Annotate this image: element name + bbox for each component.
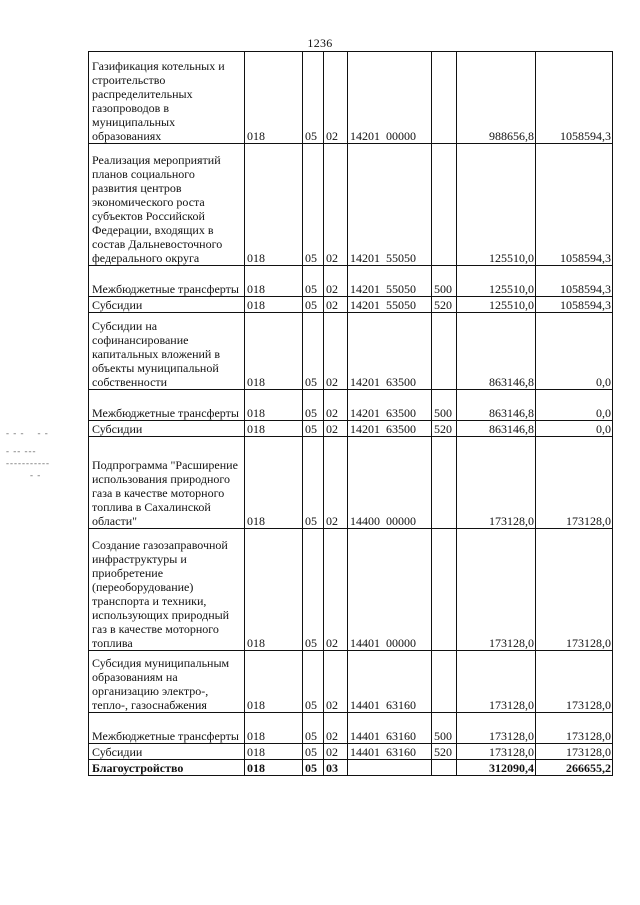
scan-noise: ----------- (6, 458, 50, 468)
cell-target: 14401 63160 (348, 744, 432, 760)
table-row (89, 421, 613, 437)
cell-sum2: 173128,0 (536, 651, 613, 713)
cell-section: 05 (303, 529, 324, 651)
table-row (89, 390, 613, 421)
cell-name: Субсидии (89, 744, 245, 760)
cell-sum2: 1058594,3 (536, 52, 613, 144)
cell-sum1: 988656,8 (457, 52, 536, 144)
cell-sum1: 125510,0 (457, 266, 536, 297)
cell-subsection: 02 (324, 297, 348, 313)
cell-expense-type: 520 (432, 297, 457, 313)
cell-expense-type (432, 144, 457, 266)
cell-expense-type (432, 313, 457, 390)
cell-subsection: 02 (324, 266, 348, 297)
cell-name: Подпрограмма "Расширение использования природного газа в качестве моторного топлива в Сахалинской области" (89, 437, 245, 529)
table-row (89, 297, 613, 313)
cell-ministry: 018 (245, 437, 303, 529)
cell-name: Субсидия муниципальным образованиям на организацию электро-, тепло-, газоснабжения (89, 651, 245, 713)
cell-section: 05 (303, 390, 324, 421)
cell-subsection: 03 (324, 760, 348, 776)
cell-sum2: 173128,0 (536, 529, 613, 651)
cell-subsection: 02 (324, 744, 348, 760)
cell-subsection: 02 (324, 651, 348, 713)
cell-expense-type: 500 (432, 390, 457, 421)
cell-sum2: 173128,0 (536, 713, 613, 744)
cell-ministry: 018 (245, 52, 303, 144)
cell-name: Межбюджетные трансферты (89, 266, 245, 297)
table-row (89, 713, 613, 744)
cell-sum1: 863146,8 (457, 390, 536, 421)
cell-sum1: 173128,0 (457, 713, 536, 744)
cell-target: 14400 00000 (348, 437, 432, 529)
cell-ministry: 018 (245, 266, 303, 297)
cell-ministry: 018 (245, 529, 303, 651)
cell-subsection: 02 (324, 390, 348, 421)
cell-expense-type (432, 651, 457, 713)
cell-section: 05 (303, 144, 324, 266)
cell-section: 05 (303, 651, 324, 713)
cell-sum2: 0,0 (536, 390, 613, 421)
cell-target: 14401 63160 (348, 713, 432, 744)
cell-sum2: 1058594,3 (536, 144, 613, 266)
cell-name: Создание газозаправочной инфраструктуры и приобретение (переоборудование) транспорта и техники, использующих природный газ в качестве моторного топлива (89, 529, 245, 651)
cell-name: Межбюджетные трансферты (89, 390, 245, 421)
budget-table-body (89, 52, 613, 776)
cell-target: 14201 00000 (348, 52, 432, 144)
cell-name: Субсидии на софинансирование капитальных вложений в объекты муниципальной собственности (89, 313, 245, 390)
cell-section: 05 (303, 313, 324, 390)
cell-subsection: 02 (324, 713, 348, 744)
scan-noise: - - (30, 470, 42, 480)
cell-section: 05 (303, 760, 324, 776)
cell-target (348, 760, 432, 776)
cell-name: Субсидии (89, 297, 245, 313)
cell-name: Реализация мероприятий планов социального развития центров экономического роста субъектов Российской Федерации, входящих в состав Дальневосточного федерального округа (89, 144, 245, 266)
cell-sum1: 863146,8 (457, 313, 536, 390)
cell-subsection: 02 (324, 144, 348, 266)
budget-table (88, 51, 613, 776)
cell-name: Газификация котельных и строительство распределительных газопроводов в муниципальных образованиях (89, 52, 245, 144)
cell-subsection: 02 (324, 313, 348, 390)
cell-sum2: 266655,2 (536, 760, 613, 776)
cell-section: 05 (303, 744, 324, 760)
cell-expense-type (432, 760, 457, 776)
cell-target: 14401 00000 (348, 529, 432, 651)
cell-name: Межбюджетные трансферты (89, 713, 245, 744)
table-row (89, 144, 613, 266)
cell-ministry: 018 (245, 760, 303, 776)
cell-expense-type: 500 (432, 713, 457, 744)
cell-expense-type: 500 (432, 266, 457, 297)
cell-ministry: 018 (245, 651, 303, 713)
table-row (89, 437, 613, 529)
table-row (89, 760, 613, 776)
cell-subsection: 02 (324, 437, 348, 529)
table-row (89, 266, 613, 297)
cell-section: 05 (303, 421, 324, 437)
table-row (89, 529, 613, 651)
cell-expense-type (432, 52, 457, 144)
cell-expense-type (432, 529, 457, 651)
cell-target: 14201 63500 (348, 421, 432, 437)
cell-subsection: 02 (324, 421, 348, 437)
cell-ministry: 018 (245, 313, 303, 390)
cell-name: Субсидии (89, 421, 245, 437)
cell-section: 05 (303, 297, 324, 313)
cell-sum1: 125510,0 (457, 144, 536, 266)
cell-sum1: 125510,0 (457, 297, 536, 313)
cell-section: 05 (303, 52, 324, 144)
cell-subsection: 02 (324, 529, 348, 651)
cell-sum2: 0,0 (536, 313, 613, 390)
scan-noise: - -- --- (6, 446, 37, 456)
cell-section: 05 (303, 266, 324, 297)
cell-ministry: 018 (245, 421, 303, 437)
cell-sum1: 312090,4 (457, 760, 536, 776)
cell-sum2: 1058594,3 (536, 297, 613, 313)
cell-name: Благоустройство (89, 760, 245, 776)
cell-ministry: 018 (245, 297, 303, 313)
cell-sum1: 173128,0 (457, 651, 536, 713)
cell-sum1: 173128,0 (457, 437, 536, 529)
cell-sum2: 173128,0 (536, 437, 613, 529)
table-row (89, 744, 613, 760)
cell-sum2: 1058594,3 (536, 266, 613, 297)
page-number: 1236 (307, 36, 333, 50)
table-row (89, 52, 613, 144)
cell-ministry: 018 (245, 713, 303, 744)
cell-target: 14201 55050 (348, 266, 432, 297)
cell-subsection: 02 (324, 52, 348, 144)
table-row (89, 313, 613, 390)
scan-noise: - - - - - (6, 428, 49, 438)
table-row (89, 651, 613, 713)
cell-target: 14401 63160 (348, 651, 432, 713)
cell-target: 14201 63500 (348, 390, 432, 421)
cell-expense-type: 520 (432, 421, 457, 437)
cell-section: 05 (303, 437, 324, 529)
cell-target: 14201 55050 (348, 297, 432, 313)
cell-expense-type (432, 437, 457, 529)
cell-target: 14201 55050 (348, 144, 432, 266)
cell-sum1: 173128,0 (457, 529, 536, 651)
cell-sum1: 173128,0 (457, 744, 536, 760)
cell-ministry: 018 (245, 144, 303, 266)
cell-expense-type: 520 (432, 744, 457, 760)
cell-ministry: 018 (245, 390, 303, 421)
cell-sum2: 0,0 (536, 421, 613, 437)
cell-sum2: 173128,0 (536, 744, 613, 760)
cell-target: 14201 63500 (348, 313, 432, 390)
cell-section: 05 (303, 713, 324, 744)
cell-ministry: 018 (245, 744, 303, 760)
cell-sum1: 863146,8 (457, 421, 536, 437)
